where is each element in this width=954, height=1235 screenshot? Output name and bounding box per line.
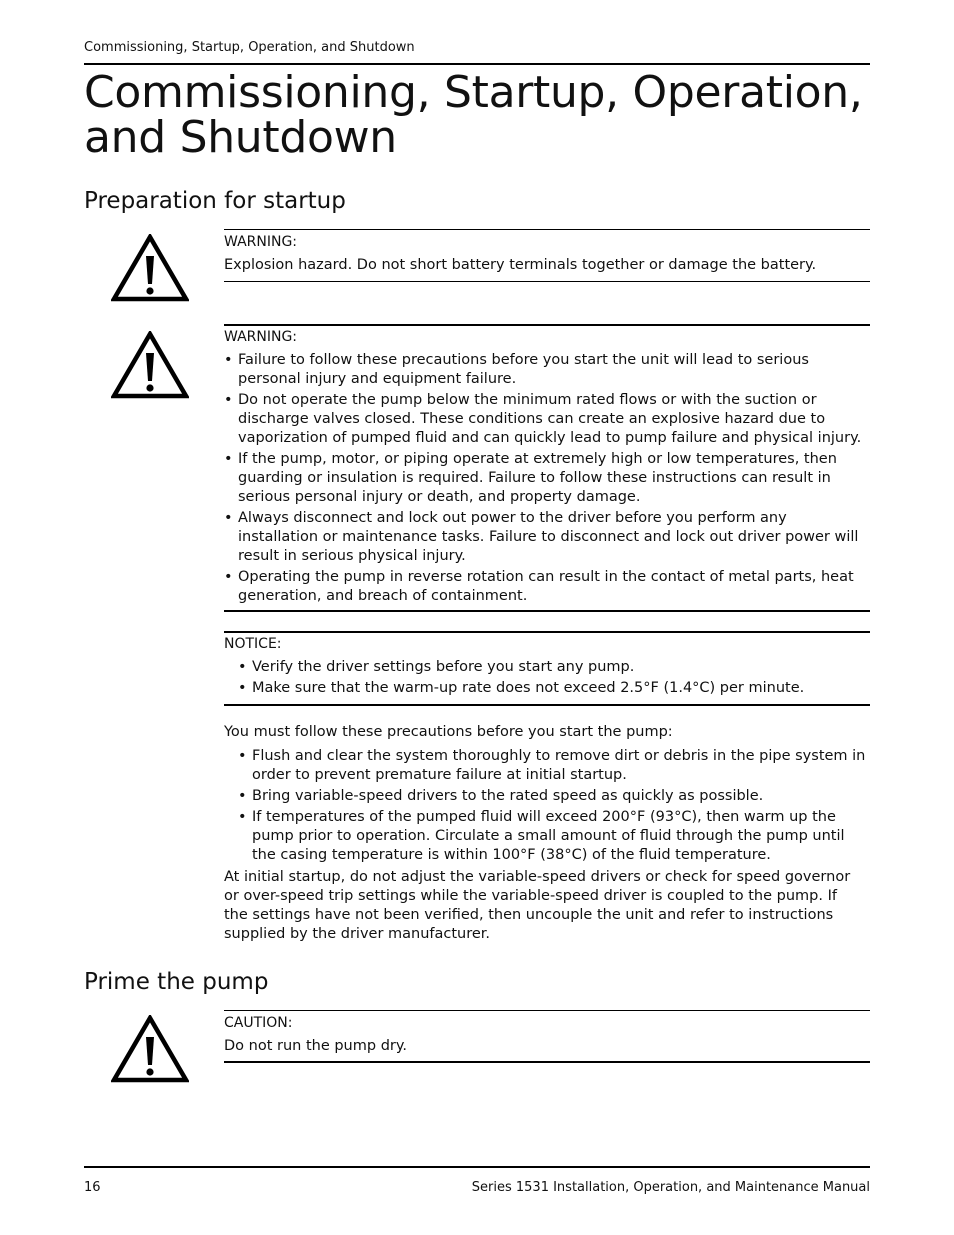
warning2-item: • Failure to follow these precautions before you start the unit will lead to serious personal injury and equipment failure. [224,351,864,389]
notice-list [238,658,868,700]
page-title: Commissioning, Startup, Operation, and Shutdown [84,67,863,163]
precautions-closing: At initial startup, do not adjust the variable-speed drivers or check for speed governor or over-speed trip settings while the variable-speed driver is coupled to the pump. If the settings have not been verified, then uncouple the unit and refer to instructions supplied by the driver manufacturer. [224,869,851,942]
warning-triangle-icon [111,1015,189,1083]
warning2-top-rule [224,324,870,326]
warning2-label: WARNING: [224,329,298,345]
warning-triangle-icon [111,331,189,399]
footer-rule [84,1166,870,1168]
precautions-list [238,747,868,867]
precautions-item: • Bring variable-speed drivers to the rated speed as quickly as possible. [238,787,868,806]
warning2-item: • Always disconnect and lock out power to the driver before you perform any installation or maintenance tasks. Failure to disconnect and lock out driver power will result in serious physical injury. [224,509,864,566]
notice-bottom-rule [224,704,870,706]
caution-bottom-rule [224,1061,870,1063]
footer-manual-title: Series 1531 Installation, Operation, and Maintenance Manual [471,1180,870,1195]
caution-top-rule [224,1010,870,1011]
notice-item: • Verify the driver settings before you start any pump. [238,658,868,677]
notice-top-rule [224,631,870,633]
notice-item: • Make sure that the warm-up rate does not exceed 2.5°F (1.4°C) per minute. [238,679,868,698]
warning1-top-rule [224,229,870,230]
warning-triangle-icon [111,234,189,302]
running-header: Commissioning, Startup, Operation, and Shutdown [84,40,415,55]
warning2-bottom-rule [224,610,870,612]
caution-text: Do not run the pump dry. [224,1038,407,1054]
precautions-item: • Flush and clear the system thoroughly to remove dirt or debris in the pipe system in order to prevent premature failure at initial startup. [238,747,868,785]
warning2-item: • Operating the pump in reverse rotation can result in the contact of metal parts, heat generation, and breach of containment. [224,568,864,606]
warning2-item: • Do not operate the pump below the minimum rated flows or with the suction or discharge valves closed. These conditions can create an explosive hazard due to vaporization of pumped fluid and can quickly lead to pump failure and physical injury. [224,391,864,448]
precautions-intro: You must follow these precautions before you start the pump: [224,724,673,740]
warning1-label: WARNING: [224,234,298,250]
warning1-text: Explosion hazard. Do not short battery terminals together or damage the battery. [224,257,817,273]
warning2-item: • If the pump, motor, or piping operate at extremely high or low temperatures, then guarding or insulation is required. Failure to follow these instructions can result in serious personal injury or death, and property damage. [224,450,864,507]
caution-label: CAUTION: [224,1015,293,1031]
header-rule [84,63,870,65]
section-heading-prime: Prime the pump [84,969,269,995]
precautions-item: • If temperatures of the pumped fluid will exceed 200°F (93°C), then warm up the pump prior to operation. Circulate a small amount of fluid through the pump until the casing temperature is within 100°F (38°C) of the fluid temperature. [238,808,868,865]
warning1-bottom-rule [224,281,870,282]
warning2-list [224,351,864,608]
notice-label: NOTICE: [224,636,282,652]
page-number: 16 [84,1180,101,1195]
section-heading-preparation: Preparation for startup [84,188,346,214]
